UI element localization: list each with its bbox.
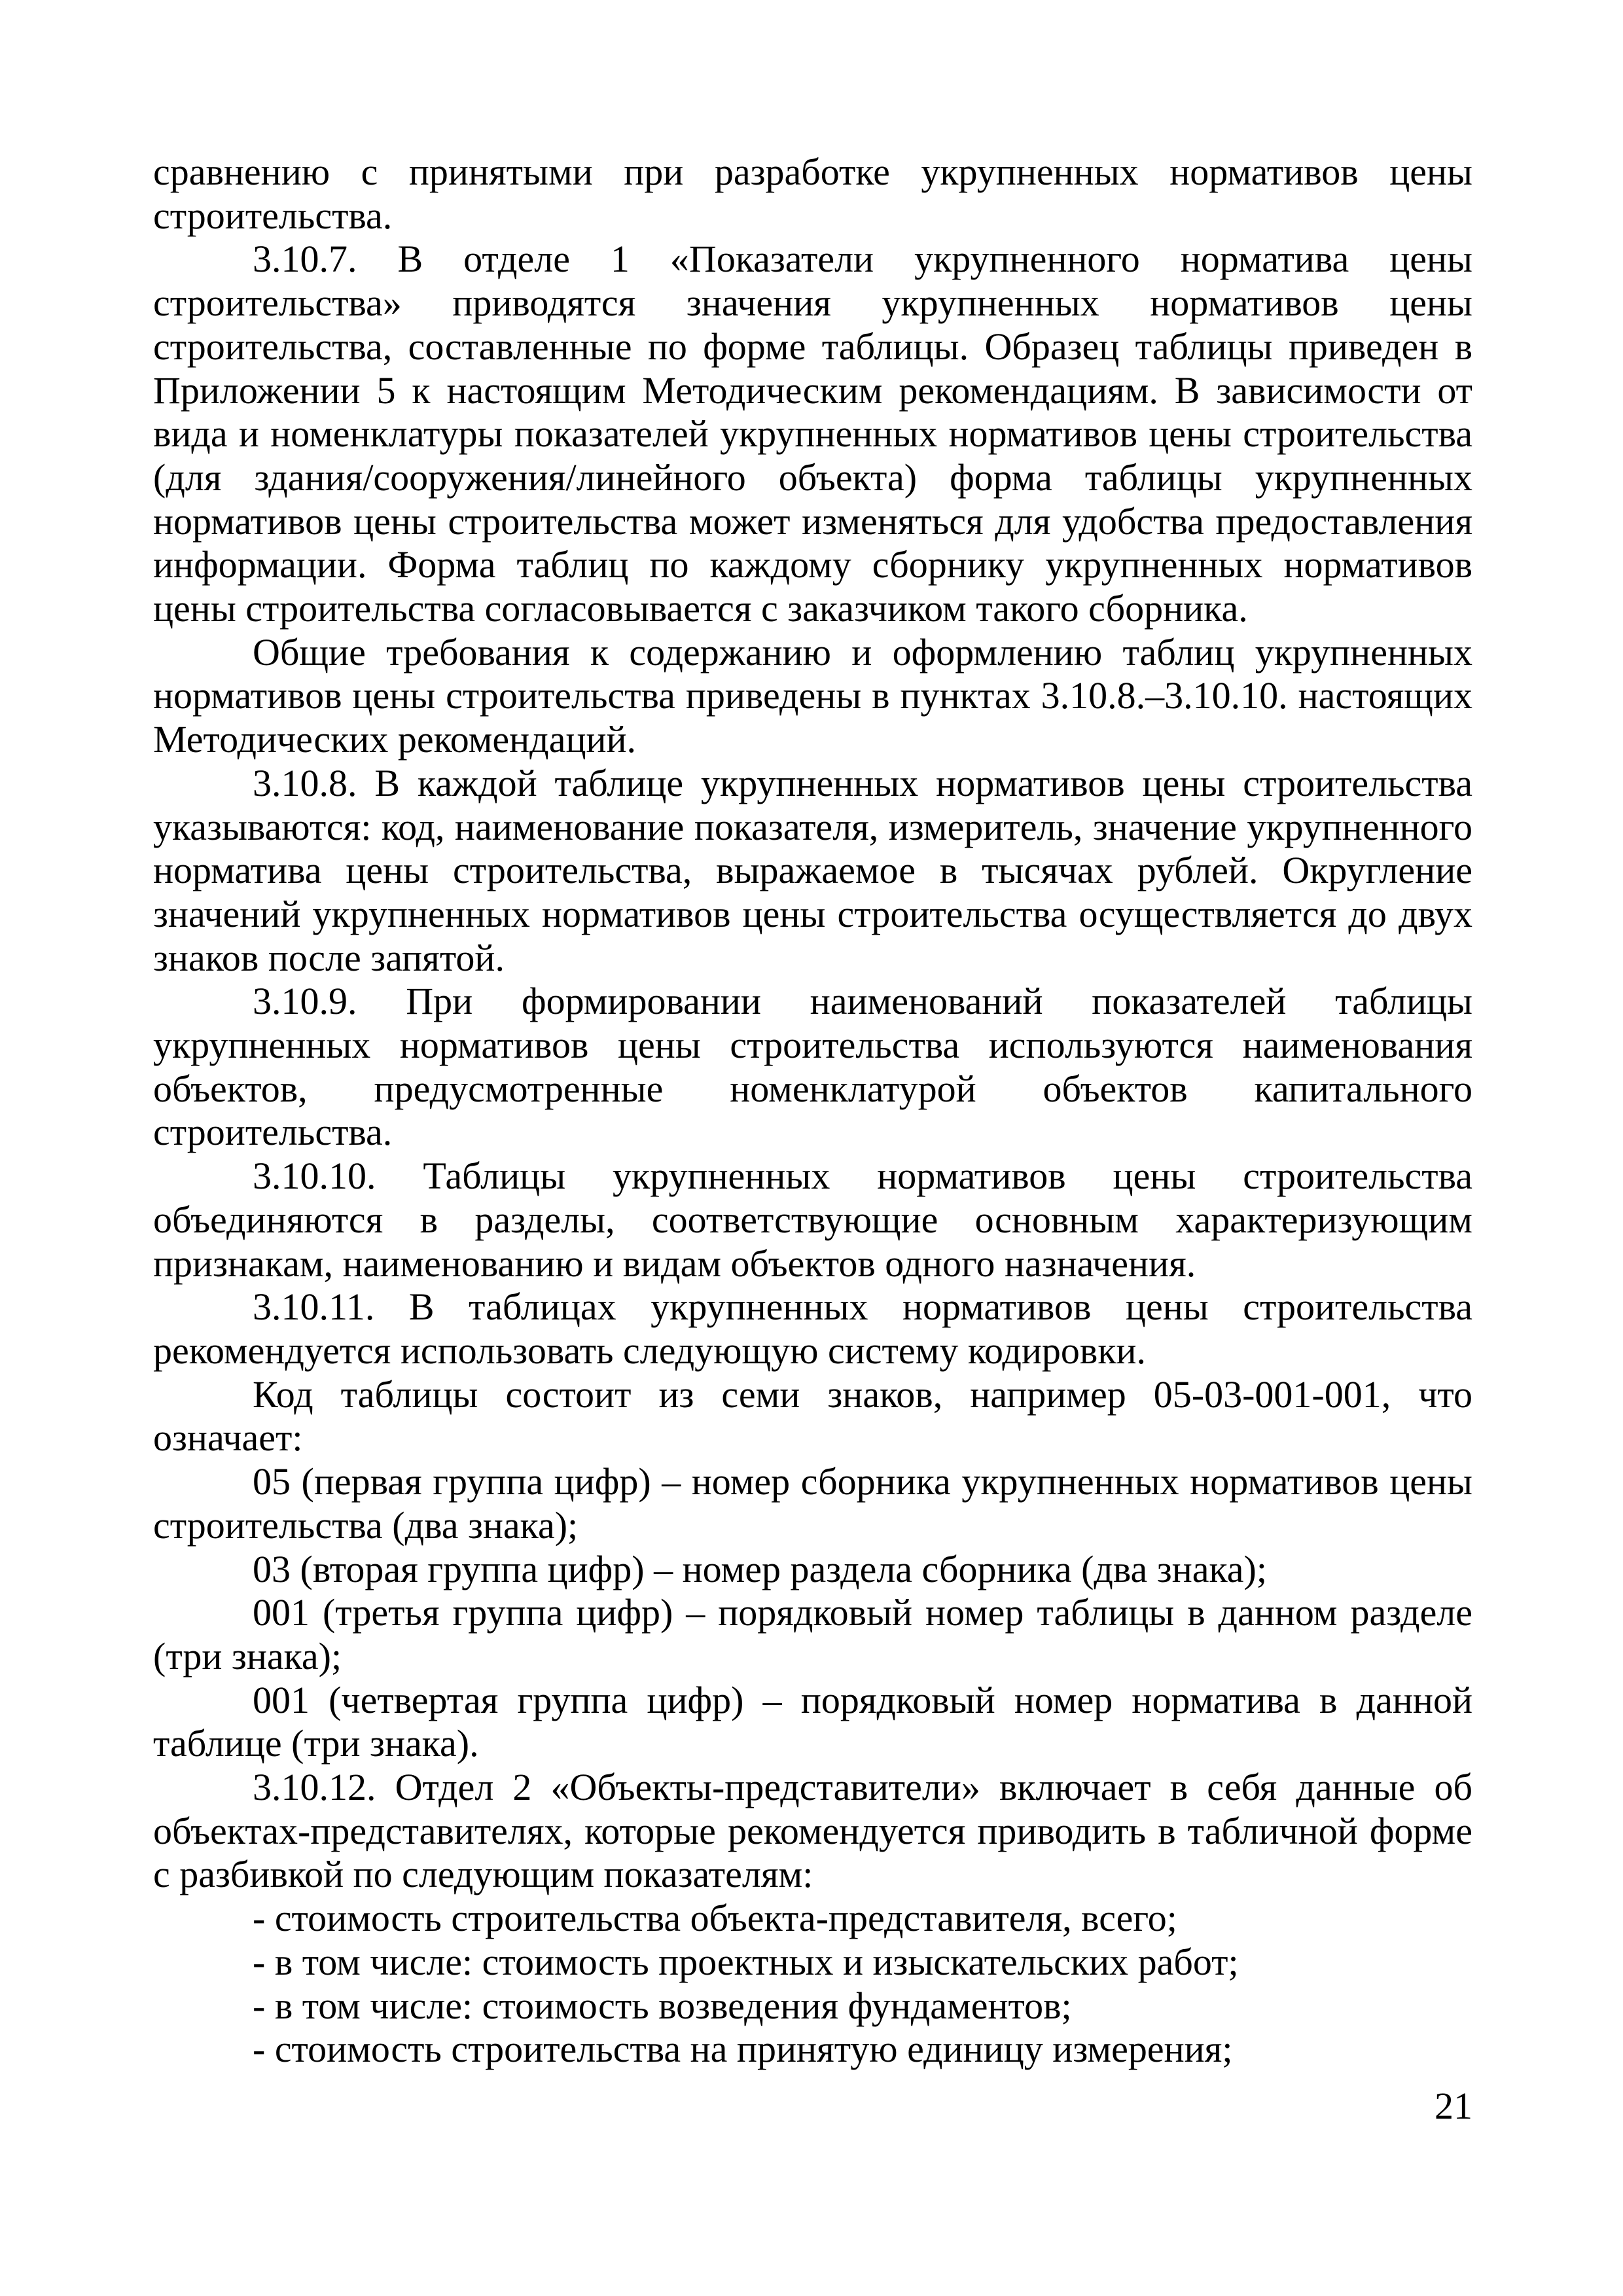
paragraph-general-requirements: Общие требования к содержанию и оформлению таблиц укрупненных нормативов цены строительства приведены в пунктах 3.10.8.–3.10.10. настоящих Методических рекомендаций. xyxy=(153,630,1472,761)
paragraph-3-10-10: 3.10.10. Таблицы укрупненных нормативов цены строительства объединяются в разделы, соответствующие основным характеризующим признакам, наименованию и видам объектов одного назначения. xyxy=(153,1155,1472,1285)
paragraph-3-10-9: 3.10.9. При формировании наименований показателей таблицы укрупненных нормативов цены строительства используются наименования объектов, предусмотренные номенклатурой объектов капитального строительства. xyxy=(153,980,1472,1154)
paragraph-code-description: Код таблицы состоит из семи знаков, например 05-03-001-001, что означает: xyxy=(153,1372,1472,1460)
list-item: - в том числе: стоимость возведения фундаментов; xyxy=(253,1984,1072,2027)
paragraph-3-10-12: 3.10.12. Отдел 2 «Объекты-представители» включает в себя данные об объектах-представителях, которые рекомендуется приводить в табличной форме с разбивкой по следующим показателям: xyxy=(153,1766,1472,1896)
paragraph-continuation: сравнению с принятыми при разработке укрупненных нормативов цены строительства. xyxy=(153,151,1472,237)
page-number: 21 xyxy=(1435,2085,1472,2127)
paragraph-3-10-7: 3.10.7. В отделе 1 «Показатели укрупненного норматива цены строительства» приводятся значения укрупненных нормативов цены строительства, составленные по форме таблицы. Образец таблицы приведен в Приложении 5 к настоящим Методическим рекомендациям. В зависимости от вида и номенклатуры показателей укрупненных нормативов цены строительства (для здания/сооружения/линейного объекта) форма таблицы укрупненных нормативов цены строительства может изменяться для удобства предоставления информации. Форма таблиц по каждому сборнику укрупненных нормативов цены строительства согласовывается с заказчиком такого сборника. xyxy=(153,238,1472,630)
list-item: - в том числе: стоимость проектных и изыскательских работ; xyxy=(253,1940,1239,1983)
body-text xyxy=(153,151,1472,2072)
list-item: - стоимость строительства объекта-представителя, всего; xyxy=(253,1897,1177,1940)
paragraph-code-group-2: 03 (вторая группа цифр) – номер раздела сборника (два знака); xyxy=(253,1547,1267,1590)
paragraph-code-group-1: 05 (первая группа цифр) – номер сборника укрупненных нормативов цены строительства (два знака); xyxy=(153,1460,1472,1547)
paragraph-3-10-8: 3.10.8. В каждой таблице укрупненных нормативов цены строительства указываются: код, наименование показателя, измеритель, значение укрупненного норматива цены строительства, выражаемое в тысячах рублей. Округление значений укрупненных нормативов цены строительства осуществляется до двух знаков после запятой. xyxy=(153,761,1472,979)
paragraph-3-10-11: 3.10.11. В таблицах укрупненных нормативов цены строительства рекомендуется использовать следующую систему кодировки. xyxy=(153,1285,1472,1372)
list-item: - стоимость строительства на принятую единицу измерения; xyxy=(253,2028,1233,2071)
paragraph-code-group-4: 001 (четвертая группа цифр) – порядковый номер норматива в данной таблице (три знака). xyxy=(153,1678,1472,1765)
paragraph-code-group-3: 001 (третья группа цифр) – порядковый номер таблицы в данном разделе (три знака); xyxy=(153,1591,1472,1677)
